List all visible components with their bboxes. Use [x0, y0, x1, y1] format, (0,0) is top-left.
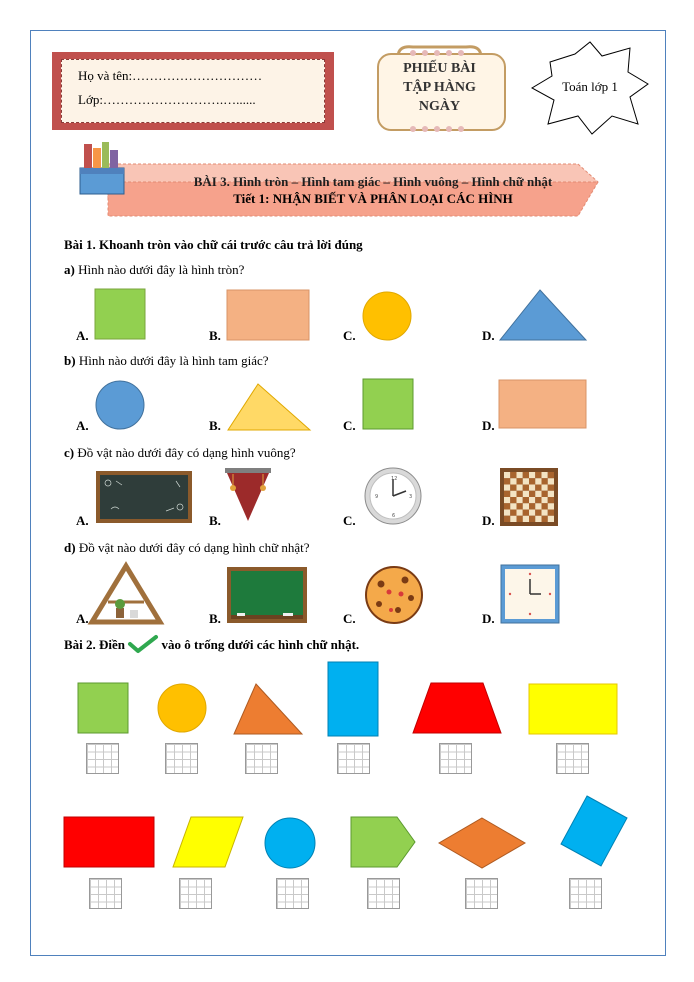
- ex2-blue-rectangle: [328, 662, 378, 736]
- chess-square: [510, 497, 516, 503]
- lesson-title: BÀI 3. Hình tròn – Hình tam giác – Hình vuông – Hình chữ nhật: [193, 174, 553, 189]
- salmon-rectangle-b: [499, 380, 586, 428]
- answer-box-11[interactable]: [465, 878, 498, 909]
- chess-square: [548, 516, 554, 522]
- worksheet-tag: [373, 45, 506, 135]
- chess-square: [548, 478, 554, 484]
- chess-square: [542, 503, 548, 509]
- chess-square: [535, 497, 541, 503]
- exercise2-heading: Bài 2. Điền vào ô trống dưới các hình chữ nhật.: [64, 637, 360, 652]
- chess-square: [517, 503, 523, 509]
- ex2-red-rectangle: [64, 817, 154, 867]
- ex2-gold-circle: [157, 683, 207, 733]
- option-d-D[interactable]: D.: [482, 611, 495, 626]
- chess-square: [517, 497, 523, 503]
- option-b-A[interactable]: A.: [76, 418, 89, 433]
- chess-square: [504, 503, 510, 509]
- option-b-B[interactable]: B.: [209, 418, 221, 433]
- chess-square: [517, 510, 523, 516]
- blue-circle: [95, 380, 145, 430]
- chess-square: [517, 472, 523, 478]
- option-c-B[interactable]: B.: [209, 513, 221, 528]
- grade-label: Toán lớp 1: [562, 79, 618, 94]
- chess-square: [504, 472, 510, 478]
- option-d-C[interactable]: C.: [343, 611, 356, 626]
- chess-square: [523, 503, 529, 509]
- chess-square: [529, 510, 535, 516]
- option-a-C[interactable]: C.: [343, 328, 356, 343]
- option-c-A[interactable]: A.: [76, 513, 89, 528]
- ex2-rotated-square: [561, 796, 627, 866]
- chess-square: [548, 472, 554, 478]
- answer-box-6[interactable]: [556, 743, 589, 774]
- name-field[interactable]: Họ và tên:…………………………: [78, 68, 263, 83]
- pennant-icon: [225, 466, 271, 522]
- ex2-red-trapezoid: [413, 683, 501, 733]
- chess-square: [529, 503, 535, 509]
- chess-square: [542, 491, 548, 497]
- chess-square: [510, 503, 516, 509]
- svg-text:9: 9: [375, 494, 379, 500]
- clock-icon: [364, 467, 422, 525]
- ex2-orange-triangle: [234, 684, 302, 734]
- chess-square: [517, 491, 523, 497]
- chess-square: [535, 478, 541, 484]
- chess-square: [523, 497, 529, 503]
- green-square: [95, 289, 145, 339]
- question-a: a) Hình nào dưới đây là hình tròn?: [64, 262, 245, 277]
- salmon-rectangle: [227, 290, 309, 340]
- gold-triangle: [228, 384, 310, 430]
- chess-square: [504, 510, 510, 516]
- chess-square: [523, 491, 529, 497]
- chess-square: [523, 516, 529, 522]
- option-b-C[interactable]: C.: [343, 418, 356, 433]
- chess-square: [529, 497, 535, 503]
- chess-square: [548, 510, 554, 516]
- blue-triangle: [500, 290, 586, 340]
- chess-square: [517, 478, 523, 484]
- ex2-sky-circle: [264, 817, 316, 869]
- chess-square: [504, 485, 510, 491]
- option-a-A[interactable]: A.: [76, 328, 89, 343]
- green-square-b: [363, 379, 413, 429]
- blackboard-icon: [96, 471, 192, 523]
- chess-square: [529, 516, 535, 522]
- checkmark-icon: [128, 635, 158, 653]
- grade-badge: [530, 42, 650, 137]
- option-c-C[interactable]: C.: [343, 513, 356, 528]
- chess-square: [504, 491, 510, 497]
- square-clock-icon: [501, 565, 559, 623]
- option-a-B[interactable]: B.: [209, 328, 221, 343]
- chess-square: [542, 478, 548, 484]
- lesson-subtitle: Tiết 1: NHẬN BIẾT VÀ PHÂN LOẠI CÁC HÌNH: [233, 191, 513, 206]
- chess-square: [535, 491, 541, 497]
- question-c: c) Đồ vật nào dưới đây có dạng hình vuông?: [64, 445, 296, 460]
- chess-square: [542, 516, 548, 522]
- option-b-D[interactable]: D.: [482, 418, 495, 433]
- chessboard-icon: [500, 468, 558, 526]
- chess-square: [535, 503, 541, 509]
- worksheet-title: PHIẾU BÀI TẬP HÀNG NGÀY: [403, 61, 476, 114]
- chess-square: [504, 497, 510, 503]
- class-field[interactable]: Lớp:……………………….…......: [78, 92, 256, 107]
- answer-box-1[interactable]: [86, 743, 119, 774]
- chess-square: [510, 472, 516, 478]
- chess-square: [510, 510, 516, 516]
- option-c-D[interactable]: D.: [482, 513, 495, 528]
- question-b: b) Hình nào dưới đây là hình tam giác?: [64, 353, 269, 368]
- answer-box-8[interactable]: [179, 878, 212, 909]
- chess-square: [523, 485, 529, 491]
- ex2-green-pentagon: [351, 817, 415, 867]
- gold-circle: [362, 291, 412, 341]
- svg-text:12: 12: [391, 476, 398, 482]
- answer-box-10[interactable]: [367, 878, 400, 909]
- chess-square: [548, 491, 554, 497]
- triangle-shelf-icon: [90, 564, 162, 624]
- exercise1-heading: Bài 1. Khoanh tròn vào chữ cái trước câu trả lời đúng: [64, 237, 363, 252]
- option-d-B[interactable]: B.: [209, 611, 221, 626]
- chess-square: [542, 485, 548, 491]
- chess-square: [523, 510, 529, 516]
- chess-square: [542, 472, 548, 478]
- student-info-box: [52, 52, 334, 130]
- chess-square: [535, 472, 541, 478]
- ex2-yellow-parallelogram: [173, 817, 243, 867]
- question-d: d) Đồ vật nào dưới đây có dạng hình chữ nhật?: [64, 540, 310, 555]
- svg-text:3: 3: [409, 494, 413, 500]
- chess-square: [529, 491, 535, 497]
- ex2-yellow-rectangle: [529, 684, 617, 734]
- chess-square: [510, 485, 516, 491]
- chess-square: [510, 491, 516, 497]
- answer-box-12[interactable]: [569, 878, 602, 909]
- chess-square: [523, 472, 529, 478]
- cookie-icon: [365, 566, 423, 624]
- chess-square: [504, 516, 510, 522]
- chess-square: [535, 485, 541, 491]
- svg-text:6: 6: [392, 513, 396, 519]
- chess-square: [548, 497, 554, 503]
- chess-square: [510, 516, 516, 522]
- chess-square: [517, 516, 523, 522]
- chess-square: [542, 510, 548, 516]
- green-chalkboard-icon: [227, 567, 307, 623]
- chess-square: [529, 478, 535, 484]
- option-d-A[interactable]: A.: [76, 611, 89, 626]
- answer-box-2[interactable]: [165, 743, 198, 774]
- chess-square: [523, 478, 529, 484]
- chess-square: [535, 510, 541, 516]
- chess-square: [529, 485, 535, 491]
- chess-square: [535, 516, 541, 522]
- answer-box-9[interactable]: [276, 878, 309, 909]
- chess-square: [504, 478, 510, 484]
- answer-box-7[interactable]: [89, 878, 122, 909]
- answer-box-5[interactable]: [439, 743, 472, 774]
- tag-dots-bottom: [373, 125, 506, 133]
- ex2-green-square: [78, 683, 128, 733]
- chess-square: [548, 485, 554, 491]
- ex2-orange-rhombus: [439, 818, 525, 868]
- answer-box-4[interactable]: [337, 743, 370, 774]
- tag-dots-top: [373, 49, 506, 57]
- option-a-D[interactable]: D.: [482, 328, 495, 343]
- chess-square: [517, 485, 523, 491]
- chess-square: [542, 497, 548, 503]
- chess-square: [529, 472, 535, 478]
- chess-square: [548, 503, 554, 509]
- answer-box-3[interactable]: [245, 743, 278, 774]
- chess-square: [510, 478, 516, 484]
